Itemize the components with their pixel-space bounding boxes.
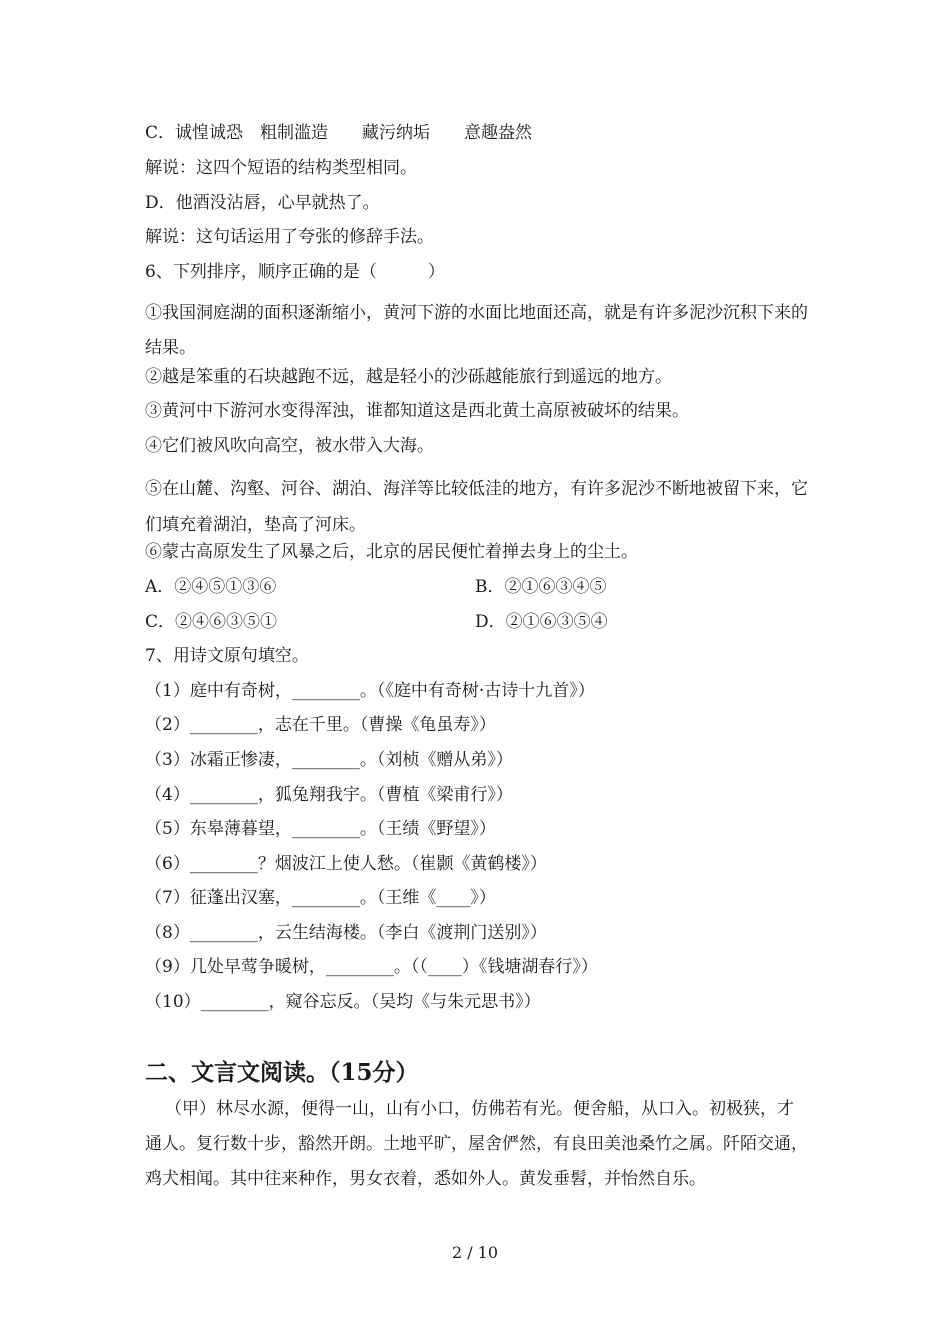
q6-option-d: D．②①⑥③⑤④ (475, 612, 608, 632)
q7-item-8: （8）________，云生结海楼。（李白《渡荆门送别》） (145, 923, 547, 943)
q6-item-6: ⑥蒙古高原发生了风暴之后，北京的居民便忙着掸去身上的尘土。 (145, 542, 638, 562)
q7-item-5: （5）东皋薄暮望，________。（王绩《野望》） (145, 819, 496, 839)
q7-item-4: （4）________，狐兔翔我宇。（曹植《梁甫行》） (145, 785, 513, 805)
q6-item-2: ②越是笨重的石块越跑不远，越是轻小的沙砾越能旅行到遥远的地方。 (145, 367, 672, 387)
q6-option-a: A．②④⑤①③⑥ (145, 577, 277, 597)
q6-option-b: B．②①⑥③④⑤ (475, 577, 607, 597)
q6-stem: 6、下列排序，顺序正确的是（ ） (145, 262, 445, 282)
q6-item-4: ④它们被风吹向高空，被水带入大海。 (145, 436, 434, 456)
passage-text: （甲）林尽水源，便得一山，山有小口，仿佛若有光。便舍船，从口入。初极狭，才通人。复行数十步，豁然开朗。土地平旷，屋舍俨然，有良田美池桑竹之属。阡陌交通，鸡犬相闻。其中往来种作，男女衣着，悉如外人。黄发垂髫，并怡然自乐。 (145, 1099, 808, 1189)
section-2-passage (145, 1092, 810, 1197)
q7-item-2: （2）________，志在千里。（曹操《龟虽寿》） (145, 715, 496, 735)
page-number: 2 / 10 (451, 1243, 499, 1262)
q5-option-c: C．诚惶诚恐 粗制滥造 藏污纳垢 意趣盎然 (145, 123, 533, 143)
q7-item-9: （9）几处早莺争暖树，________。（（____）《钱塘湖春行》） (145, 957, 598, 977)
q7-item-6: （6）________？烟波江上使人愁。（崔颢《黄鹤楼》） (145, 854, 547, 874)
q5-explanation-d: 解说：这句话运用了夸张的修辞手法。 (145, 227, 434, 247)
q5-option-d: D．他酒没沾唇，心早就热了。 (145, 193, 380, 213)
q7-stem: 7、用诗文原句填空。 (145, 646, 309, 666)
q5-explanation-c: 解说：这四个短语的结构类型相同。 (145, 158, 417, 178)
q6-option-c: C．②④⑥③⑤① (145, 612, 278, 632)
q7-item-1: （1）庭中有奇树，________。（《庭中有奇树·古诗十九首》） (145, 681, 595, 701)
q7-item-3: （3）冰霜正惨凄，________。（刘桢《赠从弟》） (145, 750, 513, 770)
section-2-heading: 二、文言文阅读。（15分） (145, 1059, 419, 1086)
q7-item-10: （10）________，窥谷忘反。（吴均《与朱元思书》） (145, 992, 541, 1012)
q6-item-1: ①我国洞庭湖的面积逐渐缩小，黄河下游的水面比地面还高，就是有许多泥沙沉积下来的结果。 (145, 303, 808, 358)
q6-item-3: ③黄河中下游河水变得浑浊，谁都知道这是西北黄土高原被破坏的结果。 (145, 401, 689, 421)
q6-item-5: ⑤在山麓、沟壑、河谷、湖泊、海洋等比较低洼的地方，有许多泥沙不断地被留下来，它们填充着湖泊，垫高了河床。 (145, 479, 808, 535)
q7-item-7: （7）征蓬出汉塞，________。（王维《____》） (145, 888, 496, 908)
